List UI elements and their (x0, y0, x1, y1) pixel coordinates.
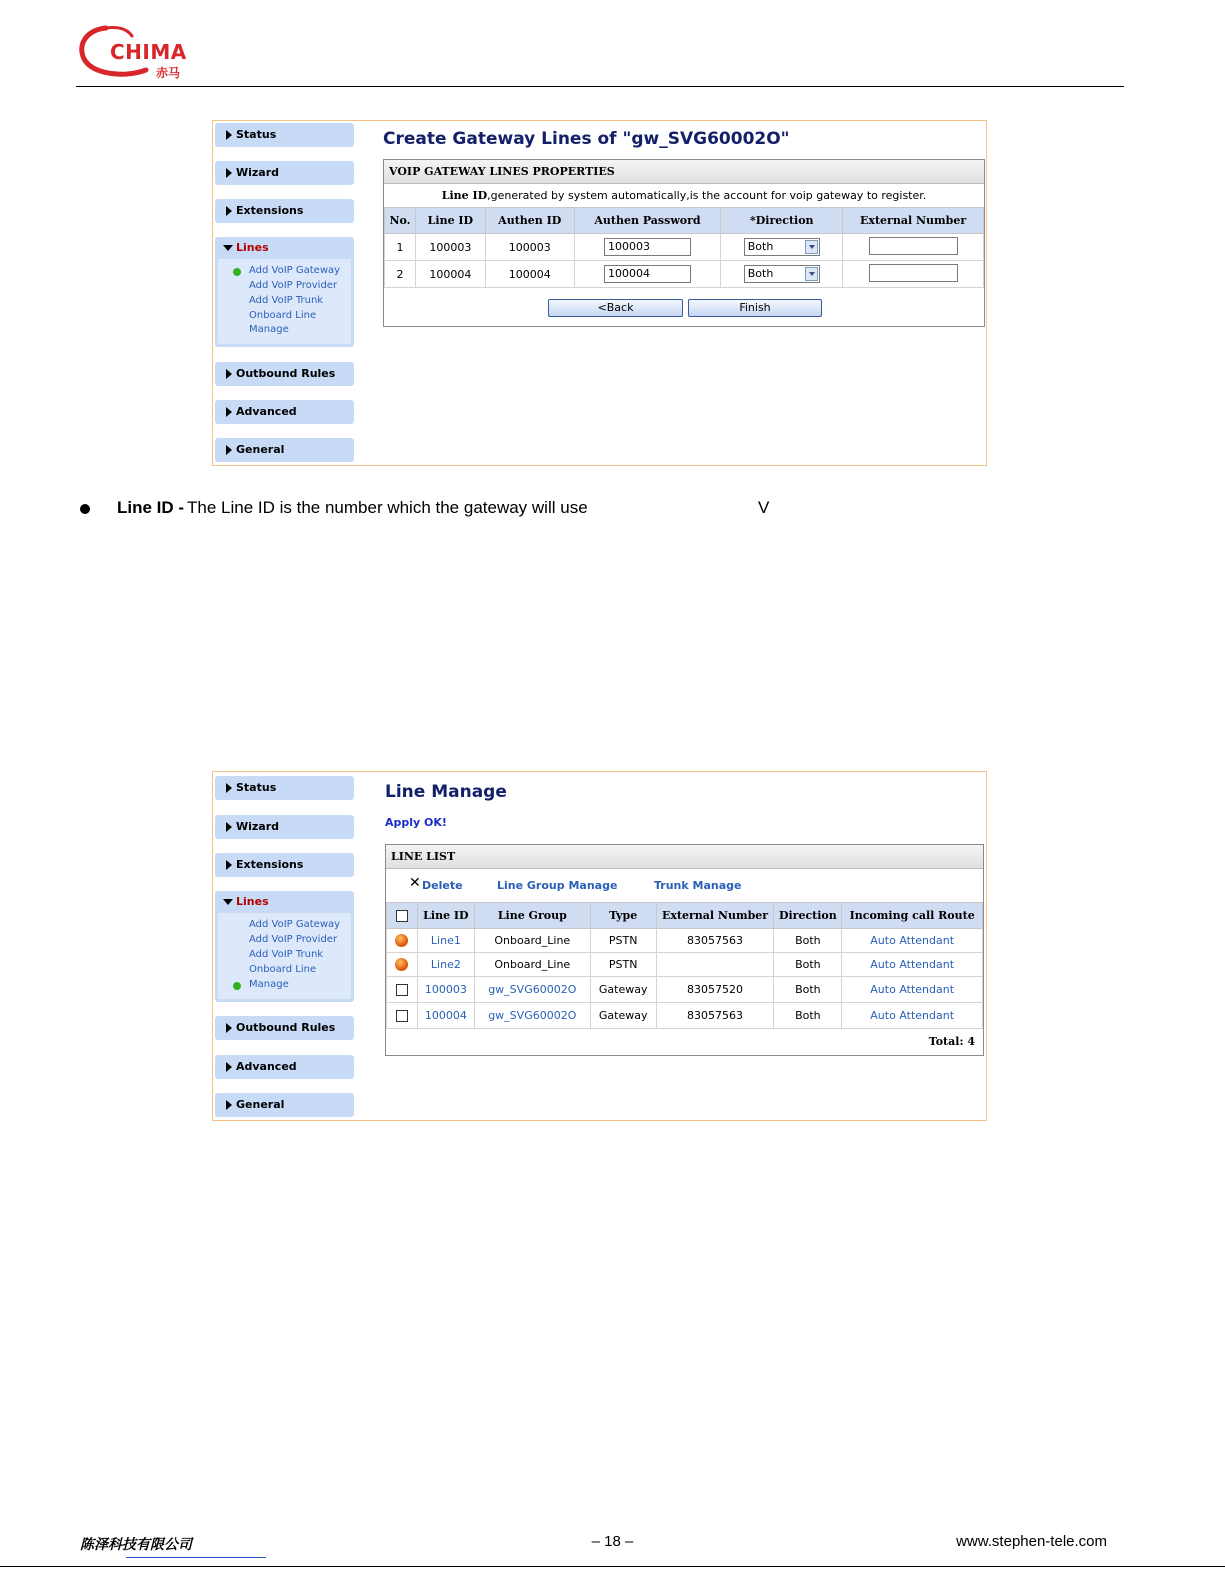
trunk-manage-link[interactable]: Trunk Manage (654, 879, 742, 892)
col-line-id: Line ID (417, 903, 474, 929)
row-direction: Both (774, 977, 842, 1003)
chima-logo (76, 22, 196, 82)
expand-arrow-icon (226, 206, 232, 216)
table-row (387, 1003, 983, 1029)
row-direction: Both (774, 1003, 842, 1029)
row-external-number: 83057520 (656, 977, 774, 1003)
back-button[interactable]: <Back (548, 299, 683, 317)
nav-lines-submenu (218, 259, 351, 344)
nav-onboard-line[interactable]: Onboard Line (249, 310, 317, 321)
row-external-number (656, 953, 774, 977)
line-id-link[interactable]: Line1 (417, 929, 474, 953)
row-external-number: 83057563 (656, 1003, 774, 1029)
nav-wizard[interactable] (215, 161, 354, 185)
expand-arrow-icon (226, 445, 232, 455)
nav-wizard[interactable] (215, 815, 354, 839)
page-title: Line Manage (385, 782, 507, 802)
row-external-number: 83057563 (656, 929, 774, 953)
table-row (385, 234, 984, 261)
footer-url[interactable]: www.stephen-tele.com (956, 1533, 1107, 1550)
nav-onboard-line[interactable]: Onboard Line (249, 964, 317, 975)
col-incoming-route: Incoming call Route (842, 903, 983, 929)
nav-extensions[interactable] (215, 853, 354, 877)
line-list-table (386, 902, 983, 1029)
col-external-number: External Number (843, 208, 984, 234)
nav-lines-label: Lines (236, 895, 269, 908)
delete-x-icon: ✕ (409, 875, 421, 891)
col-type: Type (590, 903, 656, 929)
gateway-lines-table (384, 207, 984, 288)
direction-value: Both (747, 240, 774, 253)
panel-title: LINE LIST (386, 845, 983, 869)
dropdown-arrow-icon[interactable] (805, 267, 818, 281)
external-number-input[interactable] (869, 264, 958, 282)
col-authen-password: Authen Password (574, 208, 721, 234)
finish-button[interactable]: Finish (688, 299, 822, 317)
apply-status-message: Apply OK! (385, 816, 447, 829)
incoming-route-link[interactable]: Auto Attendant (842, 1003, 983, 1029)
row-line-id: 100004 (415, 261, 485, 288)
row-type: PSTN (590, 953, 656, 977)
line-list-toolbar (386, 869, 983, 901)
footer-company: 陈泽科技有限公司 (80, 1537, 192, 1553)
nav-status[interactable] (215, 776, 354, 800)
row-checkbox[interactable] (396, 984, 408, 996)
nav-general[interactable] (215, 1093, 354, 1117)
authen-password-input[interactable]: 100003 (604, 238, 691, 256)
line-id-link[interactable]: Line2 (417, 953, 474, 977)
bullet-dot-icon (80, 504, 90, 514)
dropdown-arrow-icon[interactable] (805, 240, 818, 254)
nav-status[interactable] (215, 123, 354, 147)
line-group-manage-link[interactable]: Line Group Manage (497, 879, 618, 892)
line-list-panel (385, 844, 984, 1056)
direction-select[interactable] (744, 238, 820, 256)
expand-arrow-icon (226, 822, 232, 832)
collapse-arrow-icon (223, 899, 233, 905)
panel-title: VOIP GATEWAY LINES PROPERTIES (384, 160, 984, 184)
nav-lines[interactable] (215, 891, 354, 913)
row-no: 2 (385, 261, 416, 288)
bullet-text: The Line ID is the number which the gateway will use (187, 498, 588, 517)
line-id-link[interactable]: 100003 (417, 977, 474, 1003)
table-row (387, 977, 983, 1003)
active-dot-icon (233, 982, 241, 990)
nav-lines-expanded (215, 237, 354, 347)
expand-arrow-icon (226, 369, 232, 379)
nav-outbound-label: Outbound Rules (236, 1021, 336, 1034)
delete-button[interactable]: Delete (422, 879, 463, 892)
nav-add-voip-gateway[interactable]: Add VoIP Gateway (249, 919, 341, 930)
onboard-line-status-icon (395, 958, 408, 971)
note-text: ,generated by system automatically,is the account for voip gateway to register. (487, 189, 927, 202)
onboard-line-status-icon (395, 934, 408, 947)
footer-accent-line (126, 1557, 266, 1558)
nav-advanced-label: Advanced (236, 1060, 297, 1073)
bullet-tail: V (758, 498, 770, 517)
row-line-group: Onboard_Line (474, 929, 590, 953)
collapse-arrow-icon (223, 245, 233, 251)
nav-wizard-label: Wizard (236, 166, 280, 179)
expand-arrow-icon (226, 1062, 232, 1072)
nav-lines-label: Lines (236, 241, 269, 254)
nav-advanced[interactable] (215, 1055, 354, 1079)
expand-arrow-icon (226, 860, 232, 870)
row-direction: Both (774, 929, 842, 953)
row-no: 1 (385, 234, 416, 261)
col-direction: *Direction (721, 208, 843, 234)
nav-extensions[interactable] (215, 199, 354, 223)
row-authen-id: 100004 (485, 261, 574, 288)
nav-add-voip-trunk[interactable]: Add VoIP Trunk (249, 295, 324, 306)
col-direction: Direction (774, 903, 842, 929)
expand-arrow-icon (226, 130, 232, 140)
nav-advanced[interactable] (215, 400, 354, 424)
row-checkbox[interactable] (396, 1010, 408, 1022)
nav-general[interactable] (215, 438, 354, 462)
nav-extensions-label: Extensions (236, 858, 304, 871)
row-type: Gateway (590, 977, 656, 1003)
expand-arrow-icon (226, 1100, 232, 1110)
row-direction: Both (774, 953, 842, 977)
nav-add-voip-gateway[interactable]: Add VoIP Gateway (249, 265, 341, 276)
table-header-row (387, 903, 983, 929)
expand-arrow-icon (226, 407, 232, 417)
note-term: Line ID (441, 189, 488, 202)
footer-divider (0, 1566, 1225, 1567)
col-authen-id: Authen ID (485, 208, 574, 234)
direction-select[interactable] (744, 265, 820, 283)
page-number: – 18 – (591, 1533, 634, 1550)
row-type: Gateway (590, 1003, 656, 1029)
bullet-term: Line ID - (117, 498, 185, 517)
table-row (385, 261, 984, 288)
nav-lines-expanded (215, 891, 354, 1002)
row-authen-id: 100003 (485, 234, 574, 261)
nav-wizard-label: Wizard (236, 820, 280, 833)
select-all-checkbox[interactable] (396, 910, 408, 922)
row-line-id: 100003 (415, 234, 485, 261)
external-number-input[interactable] (869, 237, 958, 255)
row-type: PSTN (590, 929, 656, 953)
col-external-number: External Number (656, 903, 774, 929)
logo-text: CHIMA (110, 40, 187, 64)
nav-outbound-label: Outbound Rules (236, 367, 336, 380)
total-count: Total: 4 (928, 1035, 975, 1048)
screenshot-line-manage (212, 771, 987, 1121)
nav-add-voip-provider[interactable]: Add VoIP Provider (249, 280, 338, 291)
table-header-row (385, 208, 984, 234)
table-row (387, 953, 983, 977)
header-divider (76, 86, 1124, 87)
incoming-route-link[interactable]: Auto Attendant (842, 953, 983, 977)
expand-arrow-icon (226, 1023, 232, 1033)
nav-general-label: General (236, 443, 285, 456)
nav-lines[interactable] (215, 237, 354, 259)
table-row (387, 929, 983, 953)
nav-status-label: Status (236, 128, 277, 141)
nav-general-label: General (236, 1098, 285, 1111)
row-line-group: Onboard_Line (474, 953, 590, 977)
page-title: Create Gateway Lines of "gw_SVG60002O" (383, 129, 790, 149)
line-id-link[interactable]: 100004 (417, 1003, 474, 1029)
nav-outbound-rules[interactable] (215, 362, 354, 386)
nav-advanced-label: Advanced (236, 405, 297, 418)
expand-arrow-icon (226, 168, 232, 178)
active-dot-icon (233, 268, 241, 276)
nav-status-label: Status (236, 781, 277, 794)
line-group-link[interactable]: gw_SVG60002O (474, 977, 590, 1003)
col-line-id: Line ID (415, 208, 485, 234)
expand-arrow-icon (226, 783, 232, 793)
screenshot-create-gateway-lines (212, 120, 987, 466)
nav-manage[interactable]: Manage (249, 324, 289, 335)
line-id-note (384, 185, 984, 207)
nav-extensions-label: Extensions (236, 204, 304, 217)
authen-password-input[interactable]: 100004 (604, 265, 691, 283)
logo-subtext: 赤马 (156, 66, 181, 80)
incoming-route-link[interactable]: Auto Attendant (842, 929, 983, 953)
line-group-link[interactable]: gw_SVG60002O (474, 1003, 590, 1029)
direction-value: Both (747, 267, 774, 280)
nav-outbound-rules[interactable] (215, 1016, 354, 1040)
nav-add-voip-provider[interactable]: Add VoIP Provider (249, 934, 338, 945)
nav-add-voip-trunk[interactable]: Add VoIP Trunk (249, 949, 324, 960)
nav-lines-submenu (218, 913, 351, 999)
gateway-lines-panel (383, 159, 985, 327)
col-no: No. (385, 208, 416, 234)
col-line-group: Line Group (474, 903, 590, 929)
nav-manage[interactable]: Manage (249, 979, 289, 990)
incoming-route-link[interactable]: Auto Attendant (842, 977, 983, 1003)
